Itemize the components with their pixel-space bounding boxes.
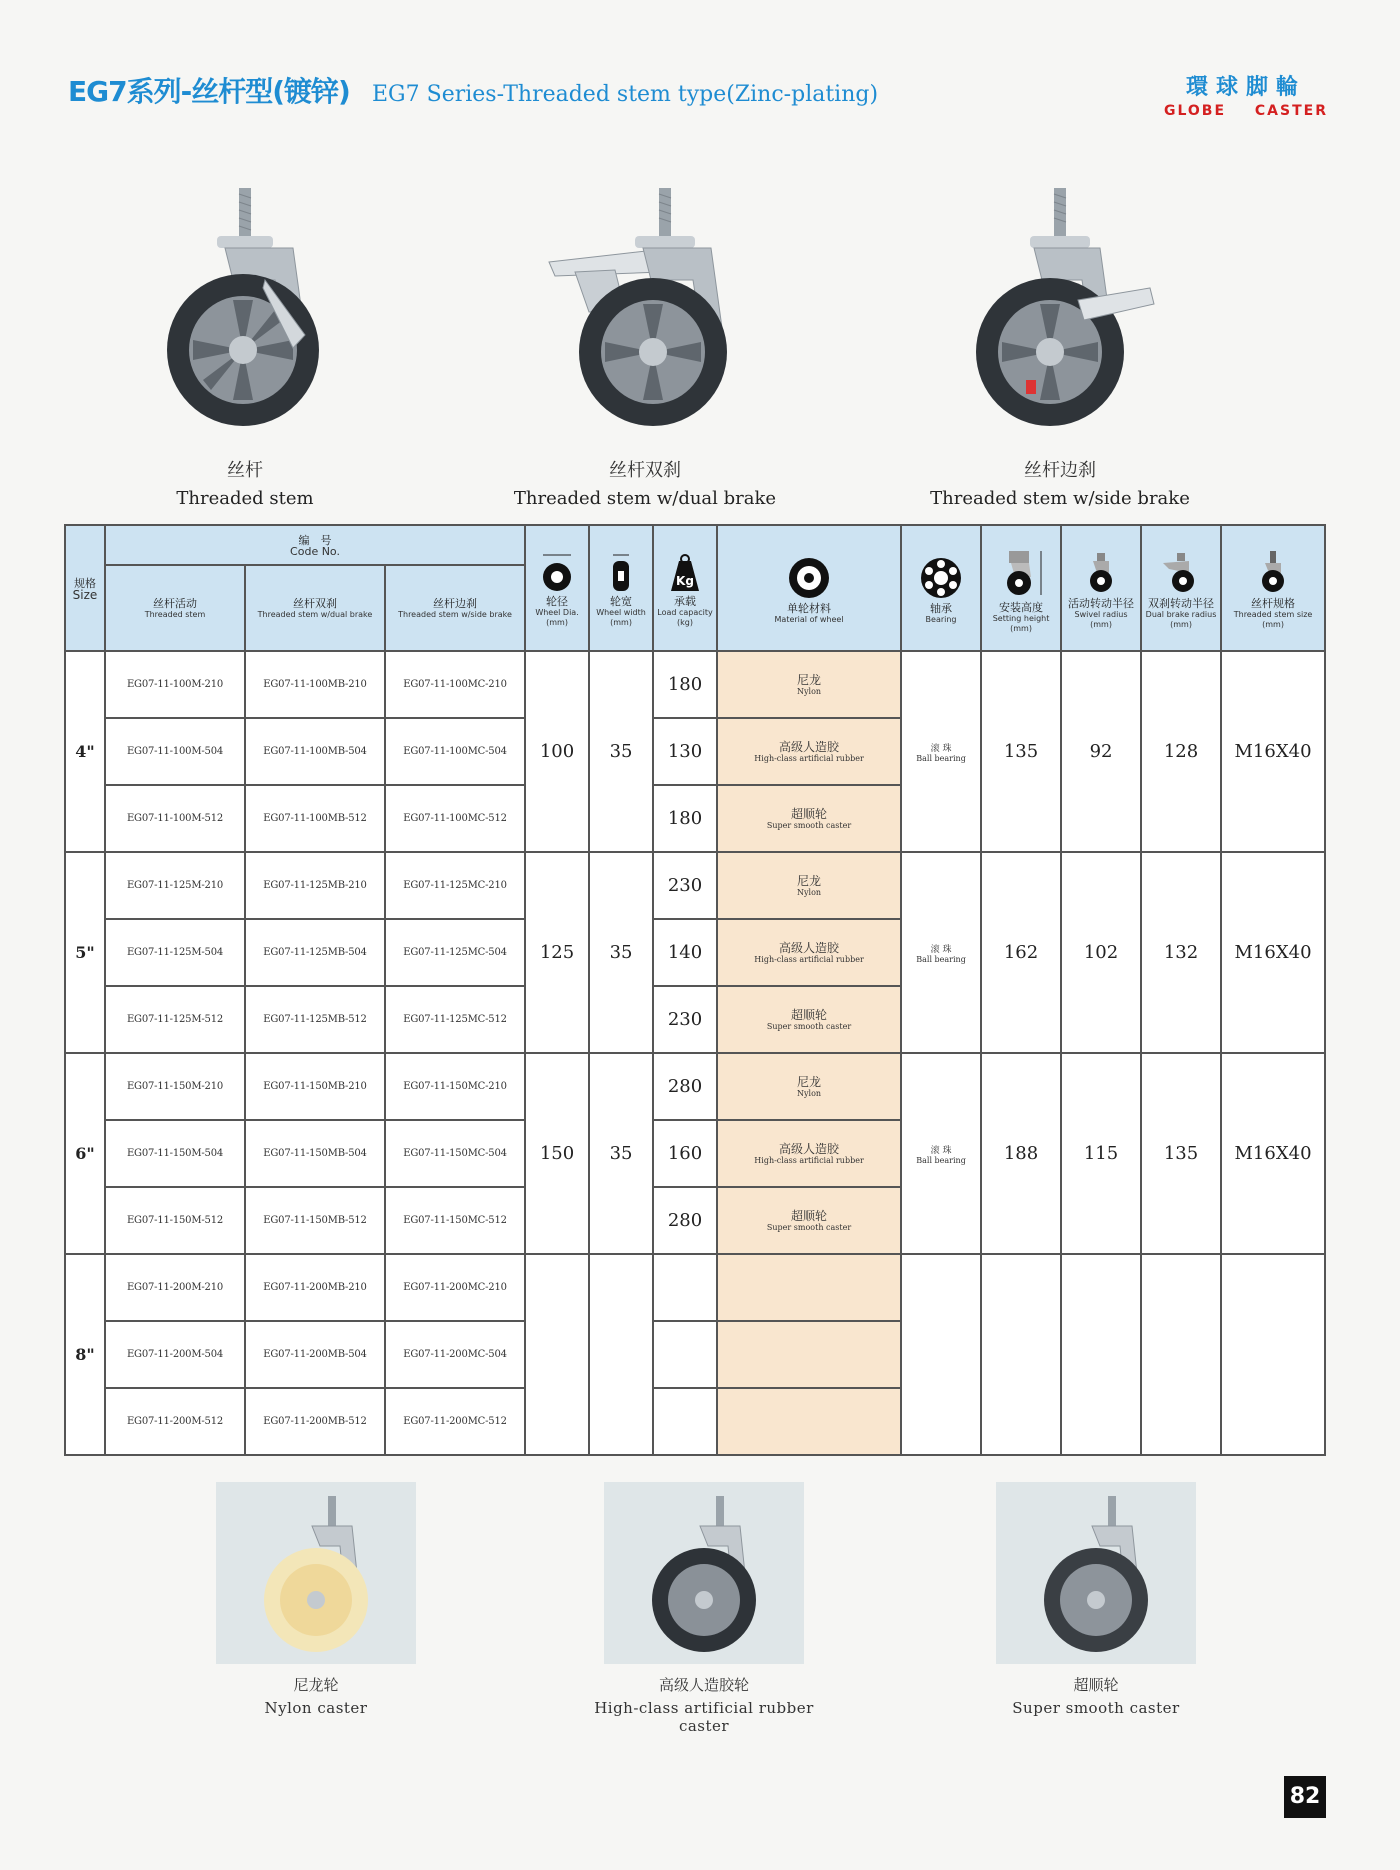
header-material: 单轮材料 Material of wheel (717, 525, 901, 651)
code-cell: EG07-11-100MC-504 (385, 718, 525, 785)
header-load: Kg 承载 Load capacity (kg) (653, 525, 717, 651)
header-bearing: 轴承 Bearing (901, 525, 981, 651)
code-cell: EG07-11-100MB-504 (245, 718, 385, 785)
material-cell (717, 1321, 901, 1388)
wheel-type-rubber (574, 1482, 834, 1735)
swivel-cell (1061, 1254, 1141, 1455)
dual-brake-radius-icon (1159, 551, 1203, 595)
material-cell: 超顺轮 Super smooth caster (717, 986, 901, 1053)
wheel-width-cell: 35 (589, 852, 653, 1053)
code-cell: EG07-11-125MC-512 (385, 986, 525, 1053)
code-cell: EG07-11-100M-210 (105, 651, 245, 718)
stem-cell: M16X40 (1221, 651, 1325, 852)
header-code-col-3: 丝杆边刹 Threaded stem w/side brake (385, 565, 525, 651)
wheel-type-label-en: High-class artificial rubber caster (594, 1699, 814, 1735)
code-cell: EG07-11-100MB-210 (245, 651, 385, 718)
load-cell: 280 (653, 1053, 717, 1120)
bearing-cell: 滚 珠 Ball bearing (901, 651, 981, 852)
wheel-dia-cell (525, 1254, 589, 1455)
code-cell: EG07-11-125M-512 (105, 986, 245, 1053)
load-cell (653, 1388, 717, 1455)
size-cell: 8" (65, 1254, 105, 1455)
swivel-cell: 102 (1061, 852, 1141, 1053)
code-cell: EG07-11-150MC-210 (385, 1053, 525, 1120)
product-caption-cn: 丝杆边刹 (1024, 460, 1096, 481)
code-cell: EG07-11-200MB-504 (245, 1321, 385, 1388)
code-cell: EG07-11-200MC-512 (385, 1388, 525, 1455)
dual-cell: 135 (1141, 1053, 1221, 1254)
header-stem-size: 丝杆规格 Threaded stem size (mm) (1221, 525, 1325, 651)
spec-table (64, 524, 1326, 1456)
bearing-cell (901, 1254, 981, 1455)
material-cell: 尼龙 Nylon (717, 651, 901, 718)
wheel-width-cell: 35 (589, 651, 653, 852)
material-cell (717, 1388, 901, 1455)
wheel-type-label-cn: 超顺轮 (1073, 1676, 1119, 1694)
wheel-material-icon (787, 556, 831, 600)
material-cell (717, 1254, 901, 1321)
weight-icon (667, 553, 703, 593)
header-size: 规格 Size (65, 525, 105, 651)
code-cell: EG07-11-200MC-210 (385, 1254, 525, 1321)
header-code: 编 号 Code No. (105, 525, 525, 565)
code-cell: EG07-11-100MB-512 (245, 785, 385, 852)
load-cell: 230 (653, 852, 717, 919)
load-cell (653, 1321, 717, 1388)
product-dual-brake (505, 180, 785, 509)
code-cell: EG07-11-125MC-504 (385, 919, 525, 986)
svg-text:Kg: Kg (676, 573, 694, 588)
load-cell (653, 1254, 717, 1321)
stem-cell: M16X40 (1221, 852, 1325, 1053)
code-cell: EG07-11-150MC-512 (385, 1187, 525, 1254)
code-cell: EG07-11-150MC-504 (385, 1120, 525, 1187)
wheel-width-icon (603, 553, 639, 593)
code-cell: EG07-11-200M-512 (105, 1388, 245, 1455)
caster-dual-brake-image (535, 180, 755, 450)
wheel-width-cell: 35 (589, 1053, 653, 1254)
wheel-type-label-en: Super smooth caster (1012, 1699, 1180, 1717)
load-cell: 140 (653, 919, 717, 986)
super-smooth-caster-image (996, 1482, 1196, 1664)
code-cell: EG07-11-150M-512 (105, 1187, 245, 1254)
height-cell: 162 (981, 852, 1061, 1053)
dual-cell: 132 (1141, 852, 1221, 1053)
product-threaded-stem (120, 180, 370, 509)
setting-height-icon (995, 547, 1047, 599)
table-row (65, 651, 1325, 718)
size-cell: 5" (65, 852, 105, 1053)
size-cell: 4" (65, 651, 105, 852)
brand-name-en: GLOBE CASTER (1163, 103, 1328, 119)
header-swivel-radius: 活动转动半径 Swivel radius (mm) (1061, 525, 1141, 651)
code-cell: EG07-11-200MB-512 (245, 1388, 385, 1455)
swivel-cell: 92 (1061, 651, 1141, 852)
code-cell: EG07-11-125M-210 (105, 852, 245, 919)
code-cell: EG07-11-125MB-210 (245, 852, 385, 919)
header-code-col-2: 丝杆双刹 Threaded stem w/dual brake (245, 565, 385, 651)
caster-threaded-stem-image (155, 180, 335, 450)
wheel-diameter-icon (539, 553, 575, 593)
wheel-dia-cell: 150 (525, 1053, 589, 1254)
nylon-caster-image (216, 1482, 416, 1664)
page-number: 82 (1284, 1776, 1326, 1818)
load-cell: 230 (653, 986, 717, 1053)
code-cell: EG07-11-125MC-210 (385, 852, 525, 919)
code-cell: EG07-11-150M-210 (105, 1053, 245, 1120)
material-cell: 尼龙 Nylon (717, 1053, 901, 1120)
code-cell: EG07-11-125M-504 (105, 919, 245, 986)
code-cell: EG07-11-200M-210 (105, 1254, 245, 1321)
brand-name-cn: 環球脚輪 (1185, 75, 1306, 100)
code-cell: EG07-11-125MB-512 (245, 986, 385, 1053)
swivel-radius-icon (1079, 551, 1123, 595)
code-cell: EG07-11-200MC-504 (385, 1321, 525, 1388)
wheel-type-label-en: Nylon caster (264, 1699, 368, 1717)
rubber-caster-image (604, 1482, 804, 1664)
code-cell: EG07-11-150M-504 (105, 1120, 245, 1187)
code-cell: EG07-11-100M-504 (105, 718, 245, 785)
load-cell: 130 (653, 718, 717, 785)
product-side-brake (920, 180, 1200, 509)
header-code-col-1: 丝杆活动 Threaded stem (105, 565, 245, 651)
product-caption-cn: 丝杆 (227, 460, 263, 481)
dual-cell (1141, 1254, 1221, 1455)
code-cell: EG07-11-100M-512 (105, 785, 245, 852)
load-cell: 160 (653, 1120, 717, 1187)
caster-side-brake-image (960, 180, 1160, 450)
table-row (65, 1254, 1325, 1321)
wheel-dia-cell: 125 (525, 852, 589, 1053)
code-cell: EG07-11-125MB-504 (245, 919, 385, 986)
load-cell: 180 (653, 651, 717, 718)
header-height: 安装高度 Setting height (mm) (981, 525, 1061, 651)
height-cell (981, 1254, 1061, 1455)
code-cell: EG07-11-150MB-512 (245, 1187, 385, 1254)
stem-cell (1221, 1254, 1325, 1455)
page-title-cn: EG7系列-丝杆型(镀锌) (68, 75, 350, 108)
product-caption-en: Threaded stem w/side brake (930, 488, 1190, 509)
table-row (65, 852, 1325, 919)
header-dual-brake-radius: 双刹转动半径 Dual brake radius (mm) (1141, 525, 1221, 651)
code-cell: EG07-11-100MC-512 (385, 785, 525, 852)
code-cell: EG07-11-150MB-504 (245, 1120, 385, 1187)
header-wheel-dia: 轮径 Wheel Dia. (mm) (525, 525, 589, 651)
dual-cell: 128 (1141, 651, 1221, 852)
page-title-en: EG7 Series-Threaded stem type(Zinc-plating) (372, 82, 879, 107)
material-cell: 高级人造胶 High-class artificial rubber (717, 919, 901, 986)
product-caption-cn: 丝杆双刹 (609, 460, 681, 481)
stem-cell: M16X40 (1221, 1053, 1325, 1254)
material-cell: 高级人造胶 High-class artificial rubber (717, 718, 901, 785)
code-cell: EG07-11-100MC-210 (385, 651, 525, 718)
size-cell: 6" (65, 1053, 105, 1254)
wheel-dia-cell: 100 (525, 651, 589, 852)
material-cell: 高级人造胶 High-class artificial rubber (717, 1120, 901, 1187)
wheel-type-super-smooth (986, 1482, 1206, 1717)
bearing-cell: 滚 珠 Ball bearing (901, 1053, 981, 1254)
product-caption-en: Threaded stem w/dual brake (513, 488, 777, 509)
table-row (65, 1053, 1325, 1120)
wheel-type-label-cn: 高级人造胶轮 (658, 1676, 749, 1694)
wheel-type-nylon (216, 1482, 416, 1717)
brand-logo (1164, 70, 1328, 119)
bearing-cell: 滚 珠 Ball bearing (901, 852, 981, 1053)
swivel-cell: 115 (1061, 1053, 1141, 1254)
material-cell: 尼龙 Nylon (717, 852, 901, 919)
threaded-stem-icon (1251, 551, 1295, 595)
material-cell: 超顺轮 Super smooth caster (717, 785, 901, 852)
ball-bearing-icon (919, 556, 963, 600)
load-cell: 180 (653, 785, 717, 852)
material-cell: 超顺轮 Super smooth caster (717, 1187, 901, 1254)
wheel-type-label-cn: 尼龙轮 (293, 1676, 339, 1694)
height-cell: 135 (981, 651, 1061, 852)
height-cell: 188 (981, 1053, 1061, 1254)
header-wheel-width: 轮宽 Wheel width (mm) (589, 525, 653, 651)
code-cell: EG07-11-200MB-210 (245, 1254, 385, 1321)
code-cell: EG07-11-200M-504 (105, 1321, 245, 1388)
code-cell: EG07-11-150MB-210 (245, 1053, 385, 1120)
load-cell: 280 (653, 1187, 717, 1254)
wheel-width-cell (589, 1254, 653, 1455)
product-caption-en: Threaded stem (176, 488, 314, 509)
